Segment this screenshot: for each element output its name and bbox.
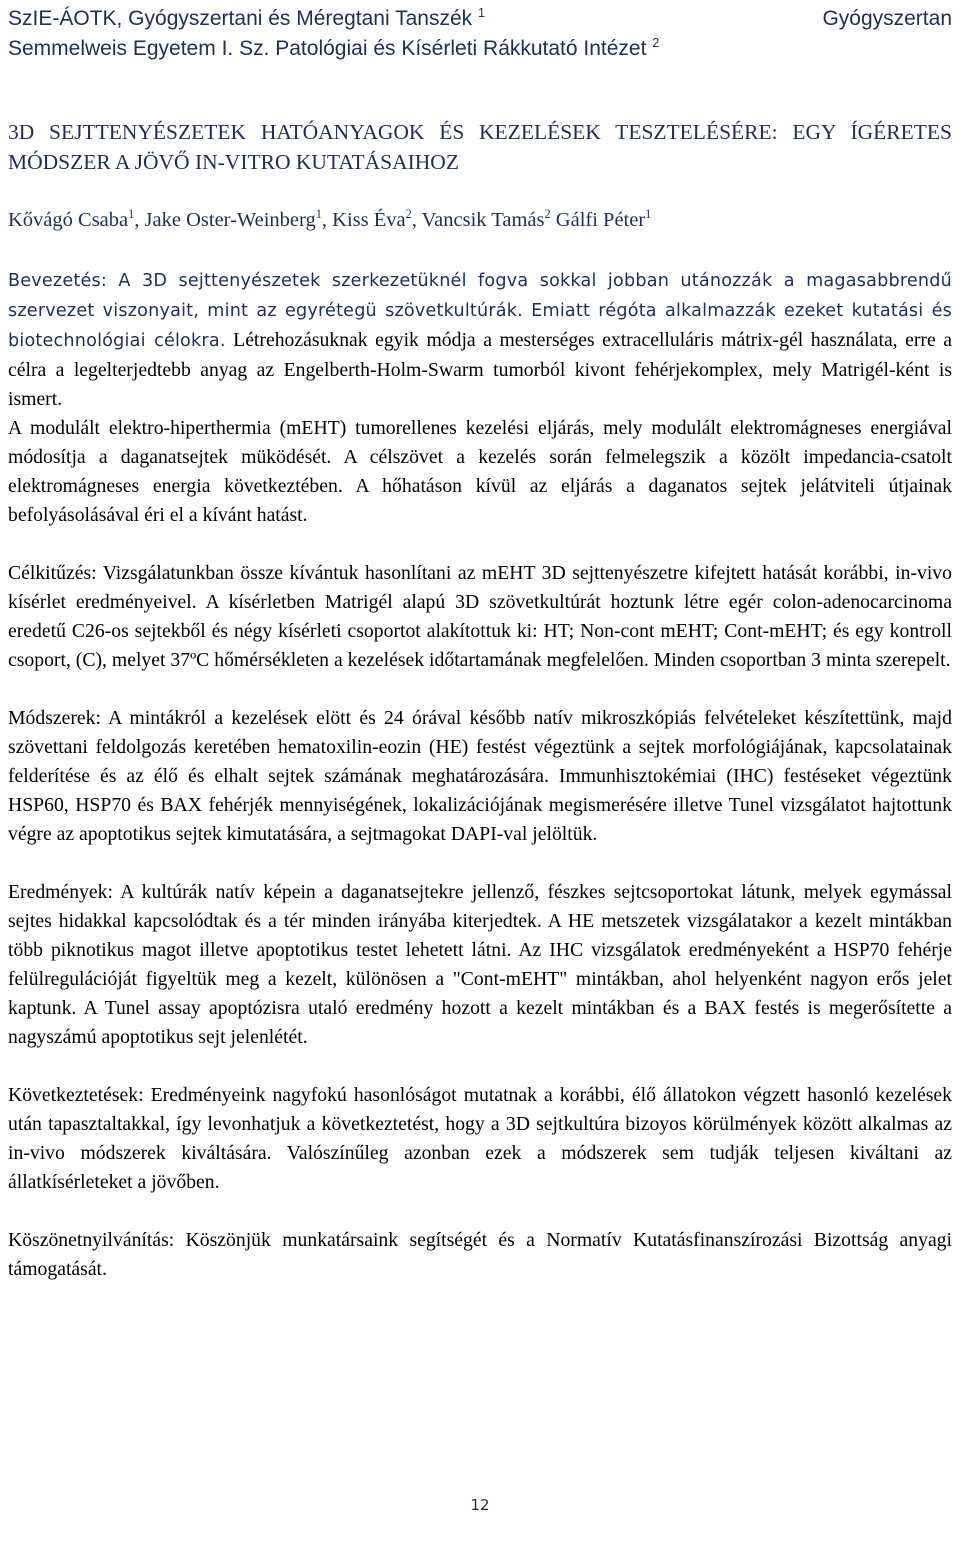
- acknowledgements-paragraph: Köszönetnyilvánítás: Köszönjük munkatársaink segítségét és a Normatív Kutatásfinanszírozási Bizottság anyagi támogatását.: [8, 1229, 952, 1280]
- header-line-2: [8, 34, 952, 64]
- header-running-title: Gyógyszertan: [822, 7, 952, 30]
- page-header: [8, 4, 952, 64]
- author: Jake Oster-Weinberg$^1$: [144, 207, 322, 231]
- article-body: [8, 266, 952, 1313]
- author: Gálfi Péter$^1$: [555, 207, 652, 231]
- methods-paragraph: Módszerek: A mintákról a kezelések elött és 24 órával később natív mikroszkópiás felvételeket készítettünk, majd szövettani feldolgozás keretében hematoxilin-eozin (HE) festést végeztünk a sejtek morfológiájának, kapcsolatainak felderítése és az élő és elhalt sejtek számának meghatározására. Immunhisztokémiai (IHC) festéseket végeztünk HSP60, HSP70 és BAX fehérjék mennyiségének, lokalizációjának megismerésére illetve Tunel vizsgálatot hajtottunk végre az apoptotikus sejtek kimutatására, a sejtmagokat DAPI-val jelöltük.: [8, 707, 952, 845]
- conclusions-paragraph: Következtetések: Eredményeink nagyfokú hasonlóságot mutatnak a korábbi, élő állatokon végzett hasonló kezelések után tapasztaltakkal, így levonhatjuk a következtetést, hogy a 3D sejtkultúra bizoyos körülmények között alkalmas az in-vivo módszerek kiváltására. Valószínűleg azonban ezek a módszerek sem tudják teljesen kiváltani az állatkísérleteket a jövőben.: [8, 1084, 952, 1193]
- introduction-text-continued: Létrehozásuknak egyik módja a mesterséges extracelluláris mátrix-gél használata, erre a célra a legelterjedtebb anyag az Engelberth-Holm-Swarm tumorból kivont fehérjekomplex, mely Matrigél-ként is ismert.: [8, 329, 952, 410]
- header-affiliation-2: Semmelweis Egyetem I. Sz. Patológiai és Kísérleti Rákkutató Intézet $^2$: [8, 36, 660, 60]
- results-paragraph: Eredmények: A kultúrák natív képein a daganatsejtekre jellenző, fészkes sejtcsoportokat látunk, melyek egymással sejtes hidakkal kapcsolódtak és a tér minden irányába kiterjedtek. A HE metszetek vizsgálatakor a kezelt mintákban több piknotikus magot illetve apoptotikus testet lehetett látni. Az IHC vizsgálatok eredményeként a HSP70 fehérje felülregulációját figyeltük meg a kezelt, különösen a "Cont-mEHT" mintákban, ahol helyenként nagyon erős jelet kaptunk. A Tunel assay apoptózisra utaló eredmény hozott a kezelt mintákban és a BAX festés is megerősítette a nagyszámú apoptotikus sejt jelenlétét.: [8, 881, 952, 1048]
- introduction-paragraph: [8, 266, 952, 414]
- aim-paragraph: Célkitűzés: Vizsgálatunkban össze kívántuk hasonlítani az mEHT 3D sejttenyészetre kifejtett hatását korábbi, in-vivo kísérlet eredményeivel. A kísérletben Matrigél alapú 3D szövetkultúrát hoztunk létre egér colon-adenocarcinoma eredetű C26-os sejtekből és négy kísérleti csoportot alakítottuk ki: HT; Non-cont mEHT; Cont-mEHT; és egy kontroll csoport, (C), melyet 37ºC hőmérsékleten a kezelések időtartamának megfelelően. Minden csoportban 3 minta szerepelt.: [8, 562, 952, 671]
- introduction-paragraph-2: A modulált elektro-hiperthermia (mEHT) tumorellenes kezelési eljárás, mely modulált elektromágneses energiával módosítja a daganatsejtek müködését. A célszövet a kezelés során felmelegszik a közölt impedancia-csatolt elektromágneses energia következtében. A hőhatáson kívül az eljárás a daganatos sejtek jelátviteli útjainak befolyásolásával éri el a kívánt hatást.: [8, 417, 952, 526]
- author: Vancsik Tamás$^2$: [421, 207, 551, 231]
- article-title: 3D SEJTTENYÉSZETEK HATÓANYAGOK ÉS KEZELÉSEK TESZTELÉSÉRE: EGY ÍGÉRETES MÓDSZER A JÖVŐ IN-VITRO KUTATÁSAIHOZ: [8, 120, 952, 174]
- header-line-1: [8, 4, 952, 34]
- author: Kővágó Csaba$^1$: [8, 207, 135, 231]
- header-affiliation-1: SzIE-ÁOTK, Gyógyszertani és Méregtani Tanszék $^1$: [8, 6, 485, 30]
- page-number: 12: [470, 1496, 490, 1514]
- introduction-text: Bevezetés: A 3D sejttenyészetek szerkezetüknél fogva sokkal jobban utánozzák a magasabbrendű szervezet viszonyait, mint az egyrétegü szövetkultúrák. Emiatt régóta alkalmazzák ezeket kutatási és biotechnológiai célokra.: [8, 271, 952, 351]
- author: Kiss Éva$^2$: [332, 207, 412, 231]
- author-list: Kővágó Csaba$^1$, Jake Oster-Weinberg$^1$, Kiss Éva$^2$, Vancsik Tamás$^2$ Gálfi Péter$^1$: [8, 207, 652, 231]
